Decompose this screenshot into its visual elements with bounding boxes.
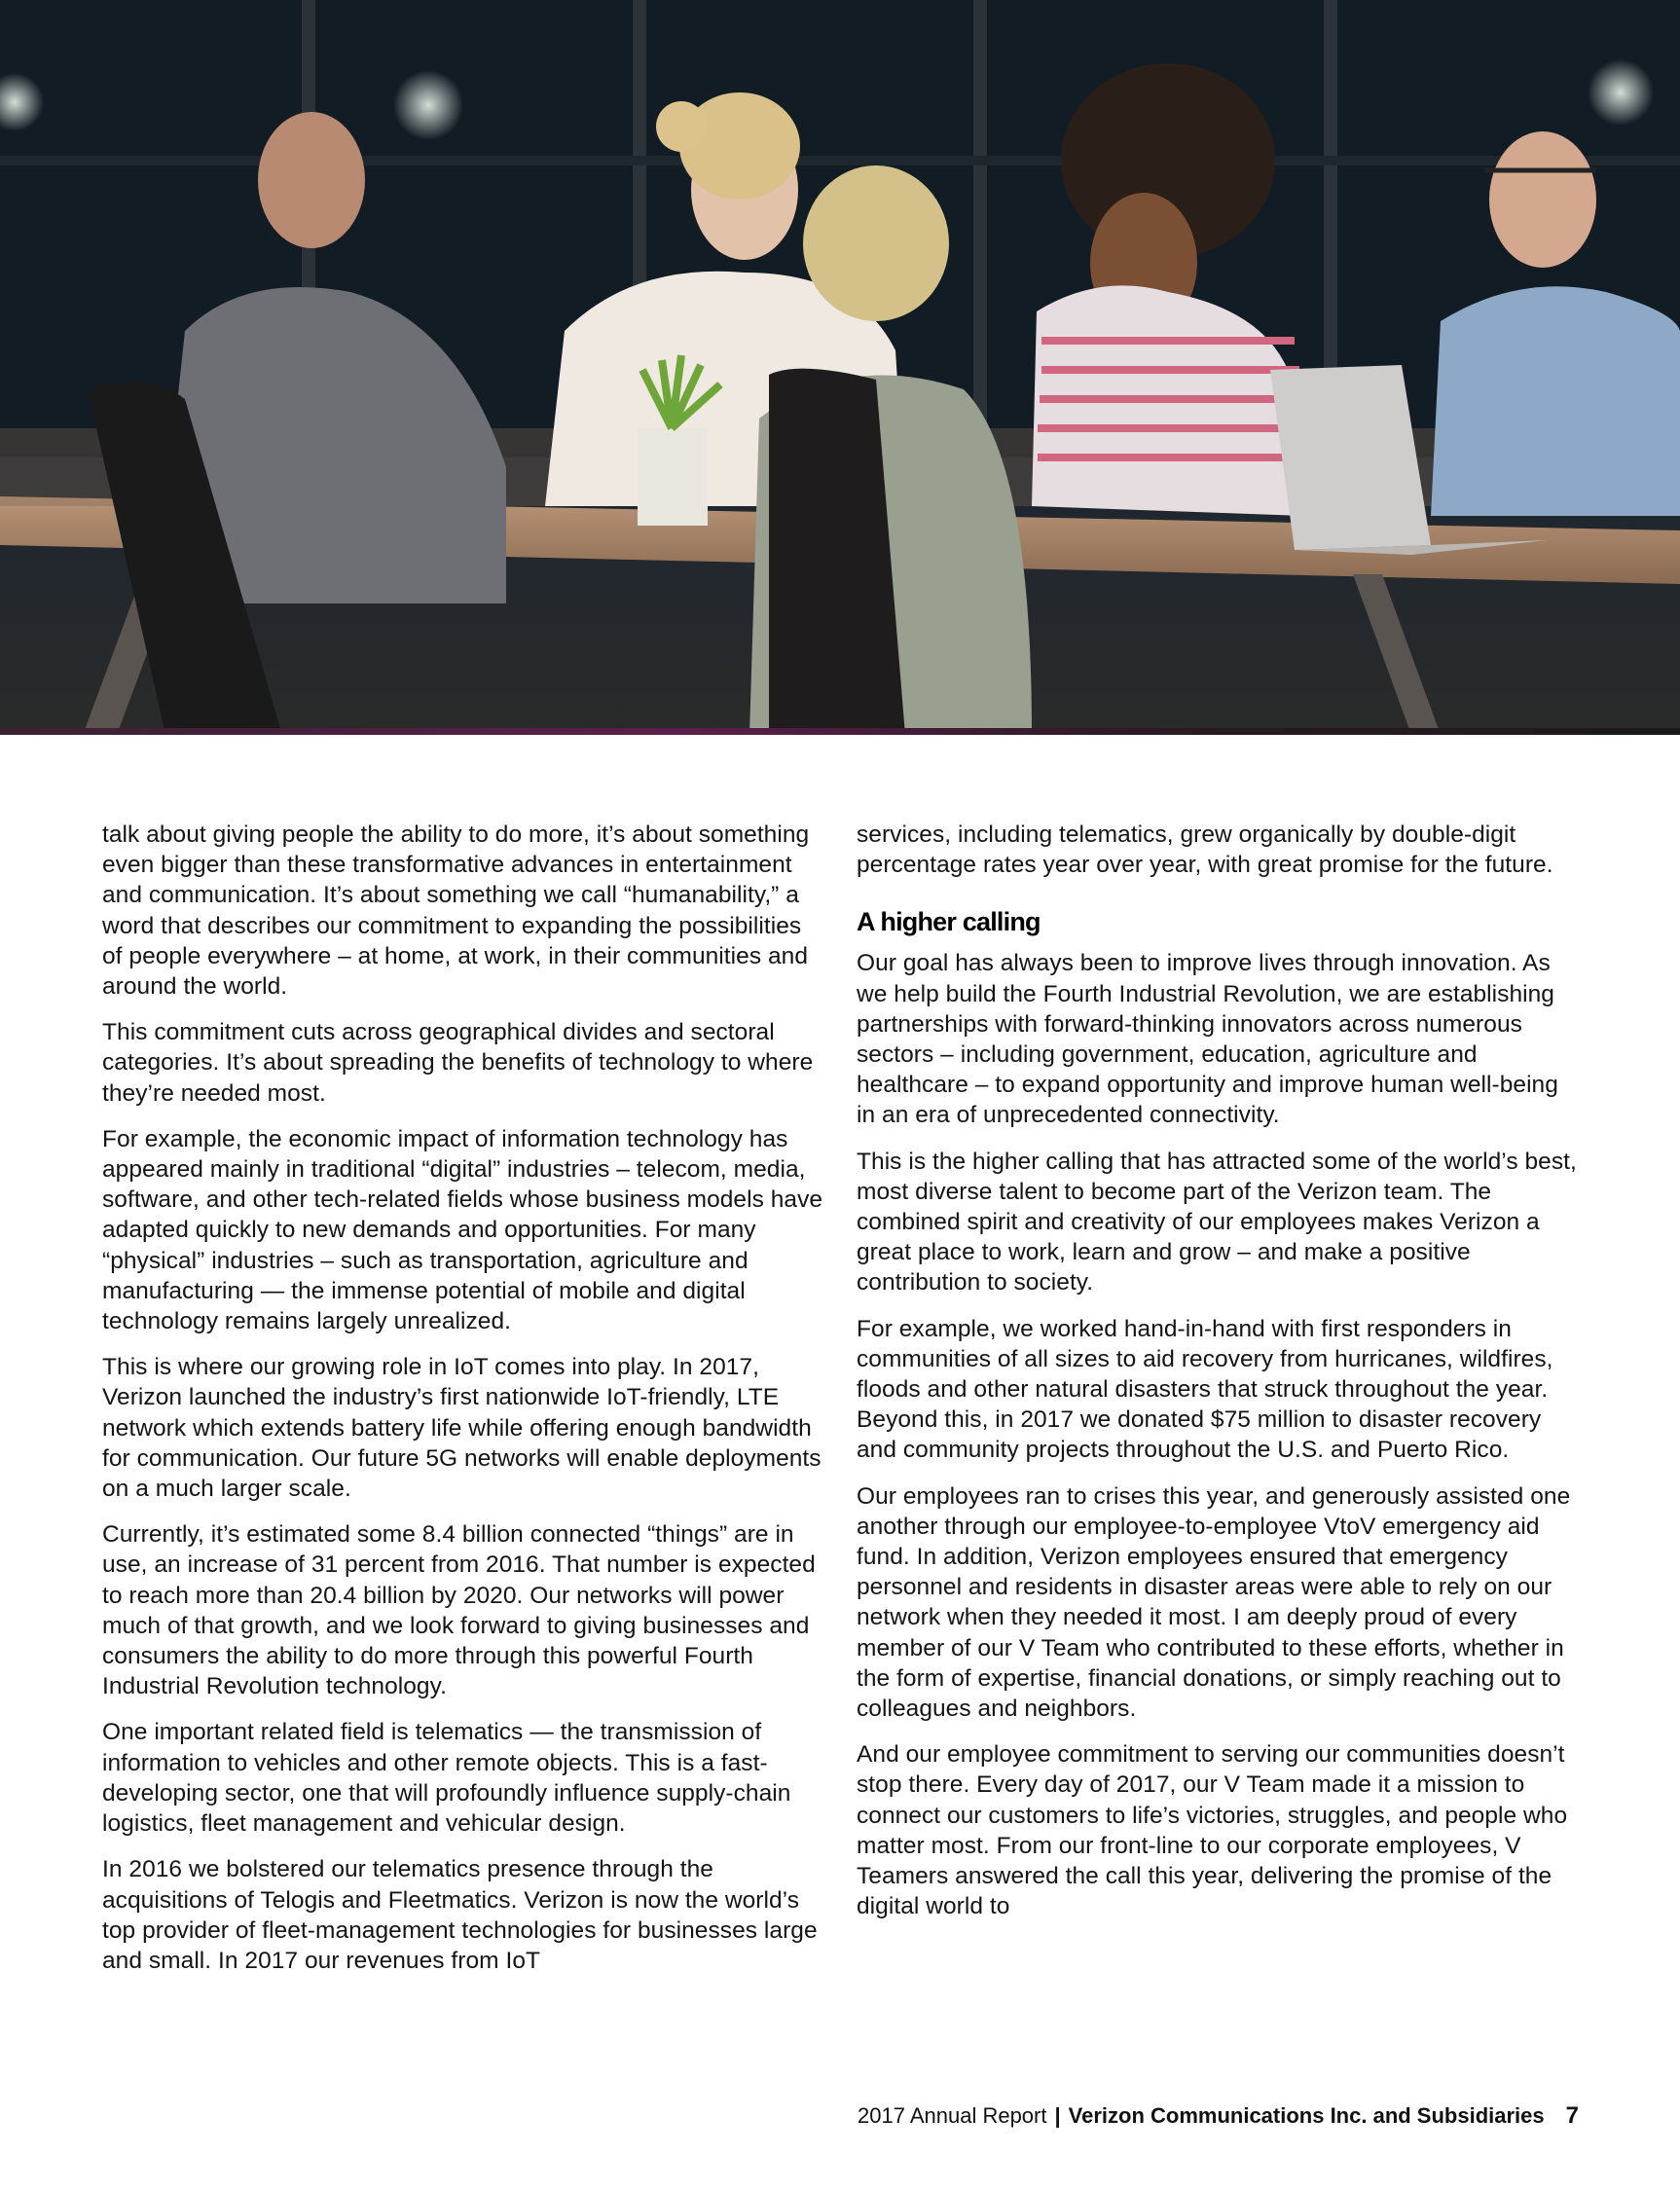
paragraph: services, including telematics, grew organically by double-digit percentage rates year over year, with great promise for the future. xyxy=(857,821,1553,879)
company-name: Verizon Communications Inc. and Subsidiaries xyxy=(1068,2103,1545,2128)
paragraph: This is where our growing role in IoT comes into play. In 2017, Verizon launched the industry’s first nationwide IoT-friendly, LTE network which extends battery life while offering enough bandwidth for communication. Our future 5G networks will enable deployments on a much larger scale. xyxy=(102,1354,822,1503)
hero-photo xyxy=(0,0,1680,735)
paragraph: This commitment cuts across geographical divides and sectoral categories. It’s about spreading the benefits of technology to where they’re needed most. xyxy=(102,1019,814,1107)
page-footer xyxy=(0,2102,1579,2130)
paragraph: talk about giving people the ability to do more, it’s about something even bigger than these transformative advances in entertainment and communication. It’s about something we call “humanability,” a word that describes our commitment to expanding the possibilities of people everywhere – at home, at work, in their communities and around the world. xyxy=(102,821,810,1001)
paragraph: For example, we worked hand-in-hand with first responders in communities of all sizes to aid recovery from hurricanes, wildfires, floods and other natural disasters that struck throughout the year. Beyond this, in 2017 we donated $75 million to disaster recovery and community projects throughout the U.S. and Puerto Rico. xyxy=(857,1315,1553,1464)
report-title: 2017 Annual Report xyxy=(857,2103,1047,2128)
paragraph: Our employees ran to crises this year, and generously assisted one another through our employee-to-employee VtoV emergency aid fund. In addition, Verizon employees ensured that emergency personnel and residents in disaster areas were able to rely on our network when they needed it most. I am deeply proud of every member of our V Team who contributed to these efforts, whether in the form of expertise, financial donations, or simply reaching out to colleagues and neighbors. xyxy=(857,1482,1571,1723)
photo-meeting-icon xyxy=(0,0,1680,735)
paragraph: For example, the economic impact of information technology has appeared mainly in traditional “digital” industries – telecom, media, software, and other tech-related fields whose business models have adapted quickly to new demands and opportunities. For many “physical” industries – such as transportation, agriculture and manufacturing — the immense potential of mobile and digital technology remains largely unrealized. xyxy=(102,1125,823,1335)
paragraph: Currently, it’s estimated some 8.4 billion connected “things” are in use, an increase of 31 percent from 2016. That number is expected to reach more than 20.4 billion by 2020. Our networks will power much of that growth, and we look forward to giving businesses and consumers the ability to do more through this powerful Fourth Industrial Revolution technology. xyxy=(102,1521,816,1700)
right-column xyxy=(857,820,1579,1938)
page-number: 7 xyxy=(1565,2102,1579,2129)
paragraph: And our employee commitment to serving our communities doesn’t stop there. Every day of 2017, our V Team made it a mission to connect our customers to life’s victories, struggles, and people who matter most. From our front-line to our corporate employees, V Teamers answered the call this year, delivering the promise of the digital world to xyxy=(857,1741,1568,1920)
paragraph: Our goal has always been to improve lives through innovation. As we help build the Fourth Industrial Revolution, we are establishing partnerships with forward-thinking innovators across numerous sectors – including government, education, agriculture and healthcare – to expand opportunity and improve human well-being in an era of unprecedented connectivity. xyxy=(857,950,1558,1129)
hero-accent-bar xyxy=(0,728,1680,735)
paragraph: One important related field is telematics — the transmission of information to vehicles and other remote objects. This is a fast-developing sector, one that will profoundly influence supply-chain logistics, fleet management and vehicular design. xyxy=(102,1719,791,1838)
left-column xyxy=(102,820,824,1991)
section-heading: A higher calling xyxy=(857,907,1041,937)
paragraph: In 2016 we bolstered our telematics presence through the acquisitions of Telogis and Fleetmatics. Verizon is now the world’s top provider of fleet-management technologies for businesses large and small. In 2017 our revenues from IoT xyxy=(102,1856,818,1974)
footer-separator: | xyxy=(1054,2103,1061,2128)
paragraph: This is the higher calling that has attracted some of the world’s best, most diverse talent to become part of the Verizon team. The combined spirit and creativity of our employees makes Verizon a great place to work, learn and grow – and make a positive contribution to society. xyxy=(857,1148,1577,1296)
